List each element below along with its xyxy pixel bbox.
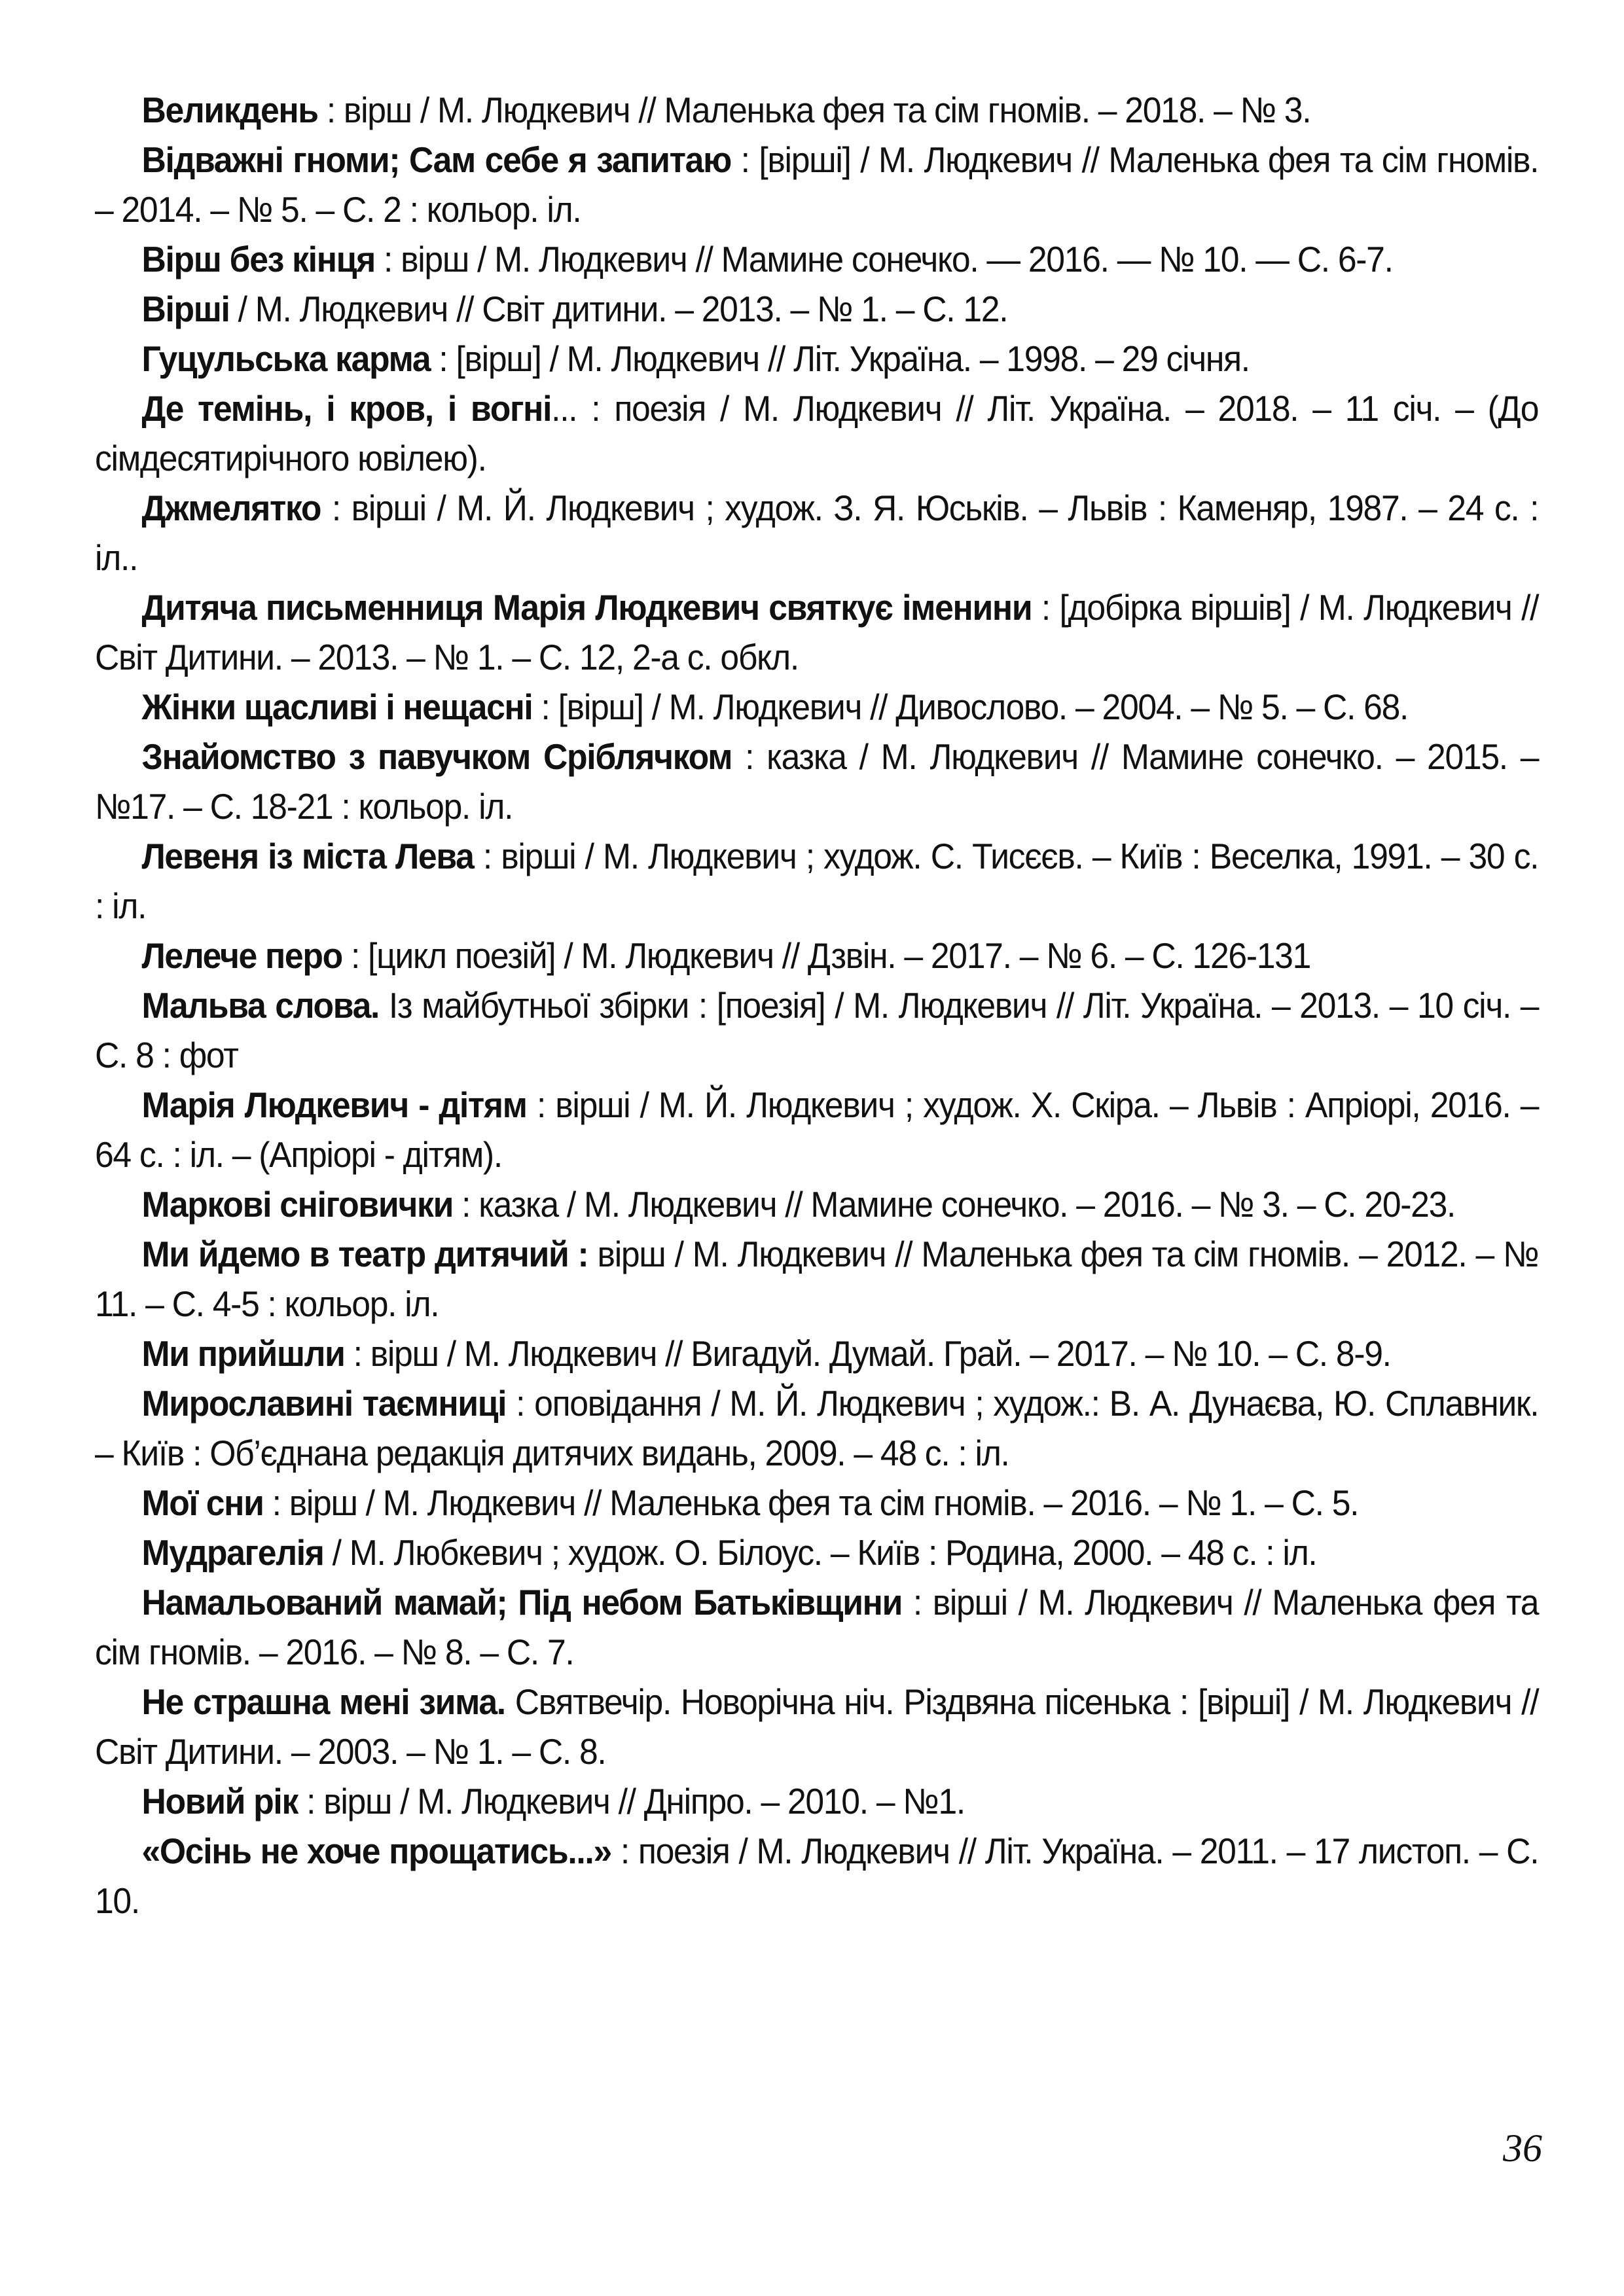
entry-details: Святвечір. Новорічна ніч. Різдвяна пісенька : [вірші] / М. Людкевич // Світ Дитини. – 2003. – № 1. – С. 8. (95, 1681, 1539, 1772)
entry-details: вірш / М. Людкевич // Маленька фея та сім гномів. – 2012. – № 11. – С. 4-5 : кольор. іл. (95, 1234, 1539, 1324)
bibliography-entry (95, 1179, 1538, 1229)
entry-title: Намальований мамай; Під небом Батьківщини (141, 1582, 903, 1623)
bibliography-entry (95, 1776, 1538, 1826)
bibliography-entry (95, 135, 1538, 234)
entry-details: / М. Людкевич // Світ дитини. – 2013. – № 1. – С. 12. (229, 289, 1008, 329)
entry-details: ... : поезія / М. Людкевич // Літ. Україна. – 2018. – 11 січ. – (До сімдесятирічного ювілею). (95, 388, 1539, 478)
bibliography-entry (95, 1677, 1538, 1776)
entry-title: Де темінь, і кров, і вогні (141, 388, 552, 429)
bibliography-entry (95, 1378, 1538, 1478)
entry-details: : вірші / М. Людкевич ; худож. С. Тисєєв. – Київ : Веселка, 1991. – 30 с. : іл. (95, 836, 1539, 926)
bibliography-entry (95, 1528, 1538, 1577)
entry-title: Жінки щасливі і нещасні (141, 687, 533, 727)
bibliography-entry (95, 931, 1538, 980)
bibliography-entry (95, 234, 1538, 284)
entry-details: : вірші / М. Й. Людкевич ; худож. З. Я. Юськів. – Львів : Каменяр, 1987. – 24 с. : іл.. (95, 488, 1539, 578)
entry-title: Ми йдемо в театр дитячий : (141, 1234, 588, 1274)
entry-details: : вірш / М. Людкевич // Дніпро. – 2010. – №1. (298, 1781, 965, 1821)
entry-details: : вірш / М. Людкевич // Маленька фея та сім гномів. – 2016. – № 1. – С. 5. (263, 1482, 1359, 1523)
bibliography-entry (95, 1478, 1538, 1528)
entry-details: : вірші / М. Людкевич // Маленька фея та сім гномів. – 2016. – № 8. – С. 7. (95, 1582, 1539, 1672)
bibliography-entry (95, 980, 1538, 1080)
entry-details: : [добірка віршів] / М. Людкевич // Світ Дитини. – 2013. – № 1. – С. 12, 2-а с. обкл. (95, 587, 1539, 677)
entry-title: Новий рік (141, 1781, 298, 1821)
entry-details: : оповідання / М. Й. Людкевич ; худож.: В. А. Дунаєва, Ю. Сплавник. – Київ : Об’єднана редакція дитячих видань, 2009. – 48 с. : іл. (95, 1383, 1539, 1473)
entry-title: Мирославині таємниці (141, 1383, 507, 1424)
entry-details: : [цикл поезій] / М. Людкевич // Дзвін. – 2017. – № 6. – С. 126-131 (342, 935, 1311, 976)
entry-title: Мальва слова. (141, 985, 380, 1026)
bibliography-entry (95, 682, 1538, 732)
entry-title: Ми прийшли (141, 1333, 345, 1374)
entry-title: Відважні гноми; Сам себе я запитаю (141, 139, 731, 180)
bibliography-entry (95, 583, 1538, 682)
entry-title: Мої сни (141, 1482, 264, 1523)
entry-title: Маркові сніговички (141, 1184, 454, 1225)
entry-title: Левеня із міста Лева (141, 836, 474, 876)
entry-details: : казка / М. Людкевич // Мамине сонечко. – 2015. – №17. – С. 18-21 : кольор. іл. (95, 736, 1539, 827)
entry-title: Не страшна мені зима. (141, 1681, 505, 1722)
entry-details: : вірш / М. Людкевич // Вигадуй. Думай. Грай. – 2017. – № 10. – С. 8-9. (344, 1333, 1391, 1374)
entry-details: Із майбутньої збірки : [поезія] / М. Людкевич // Літ. Україна. – 2013. – 10 січ. – С. 8 : фот (95, 985, 1539, 1075)
bibliography-entry (95, 483, 1538, 583)
entry-details: : [вірш] / М. Людкевич // Літ. Україна. – 1998. – 29 січня. (430, 338, 1250, 379)
entry-title: «Осінь не хоче прощатись...» (141, 1831, 611, 1871)
bibliography-entry (95, 1826, 1538, 1926)
entry-title: Гуцульська карма (141, 338, 431, 379)
entry-details: : [вірш] / М. Людкевич // Дивослово. – 2004. – № 5. – С. 68. (532, 687, 1409, 727)
bibliography-entry (95, 284, 1538, 334)
entry-title: Вірш без кінця (141, 239, 375, 279)
entry-title: Знайомство з павучком Сріблячком (141, 736, 732, 777)
entry-details: : поезія / М. Людкевич // Літ. Україна. – 2011. – 17 листоп. – С. 10. (95, 1831, 1539, 1921)
entry-title: Мудрагелія (141, 1532, 324, 1573)
entry-details: / М. Любкевич ; худож. О. Білоус. – Київ : Родина, 2000. – 48 с. : іл. (323, 1532, 1317, 1573)
bibliography-entry (95, 85, 1538, 135)
entry-title: Марія Людкевич - дітям (141, 1085, 527, 1125)
bibliography-entry (95, 1080, 1538, 1179)
bibliography-entry (95, 831, 1538, 931)
bibliography-entry (95, 732, 1538, 831)
entry-details: : вірші / М. Й. Людкевич ; худож. Х. Скіра. – Львів : Апріорі, 2016. – 64 с. : іл. – (Апріорі - дітям). (95, 1085, 1539, 1175)
entry-details: : казка / М. Людкевич // Мамине сонечко. – 2016. – № 3. – С. 20-23. (453, 1184, 1456, 1225)
bibliography-list (95, 85, 1538, 1926)
page-number: 36 (1503, 2126, 1542, 2170)
entry-title: Вірші (141, 289, 230, 329)
entry-title: Джмелятко (141, 488, 321, 528)
entry-title: Великдень (141, 90, 318, 130)
entry-details: : вірш / М. Людкевич // Маленька фея та сім гномів. – 2018. – № 3. (317, 90, 1311, 130)
bibliography-entry (95, 384, 1538, 483)
entry-details: : вірш / М. Людкевич // Мамине сонечко. — 2016. — № 10. — С. 6-7. (374, 239, 1393, 279)
bibliography-entry (95, 1229, 1538, 1329)
entry-details: : [вірші] / М. Людкевич // Маленька фея та сім гномів. – 2014. – № 5. – С. 2 : кольор. іл. (95, 139, 1539, 230)
entry-title: Дитяча письменниця Марія Людкевич святкує іменини (141, 587, 1032, 628)
bibliography-entry (95, 1329, 1538, 1378)
bibliography-entry (95, 1577, 1538, 1677)
entry-title: Лелече перо (141, 935, 342, 976)
bibliography-entry (95, 334, 1538, 384)
